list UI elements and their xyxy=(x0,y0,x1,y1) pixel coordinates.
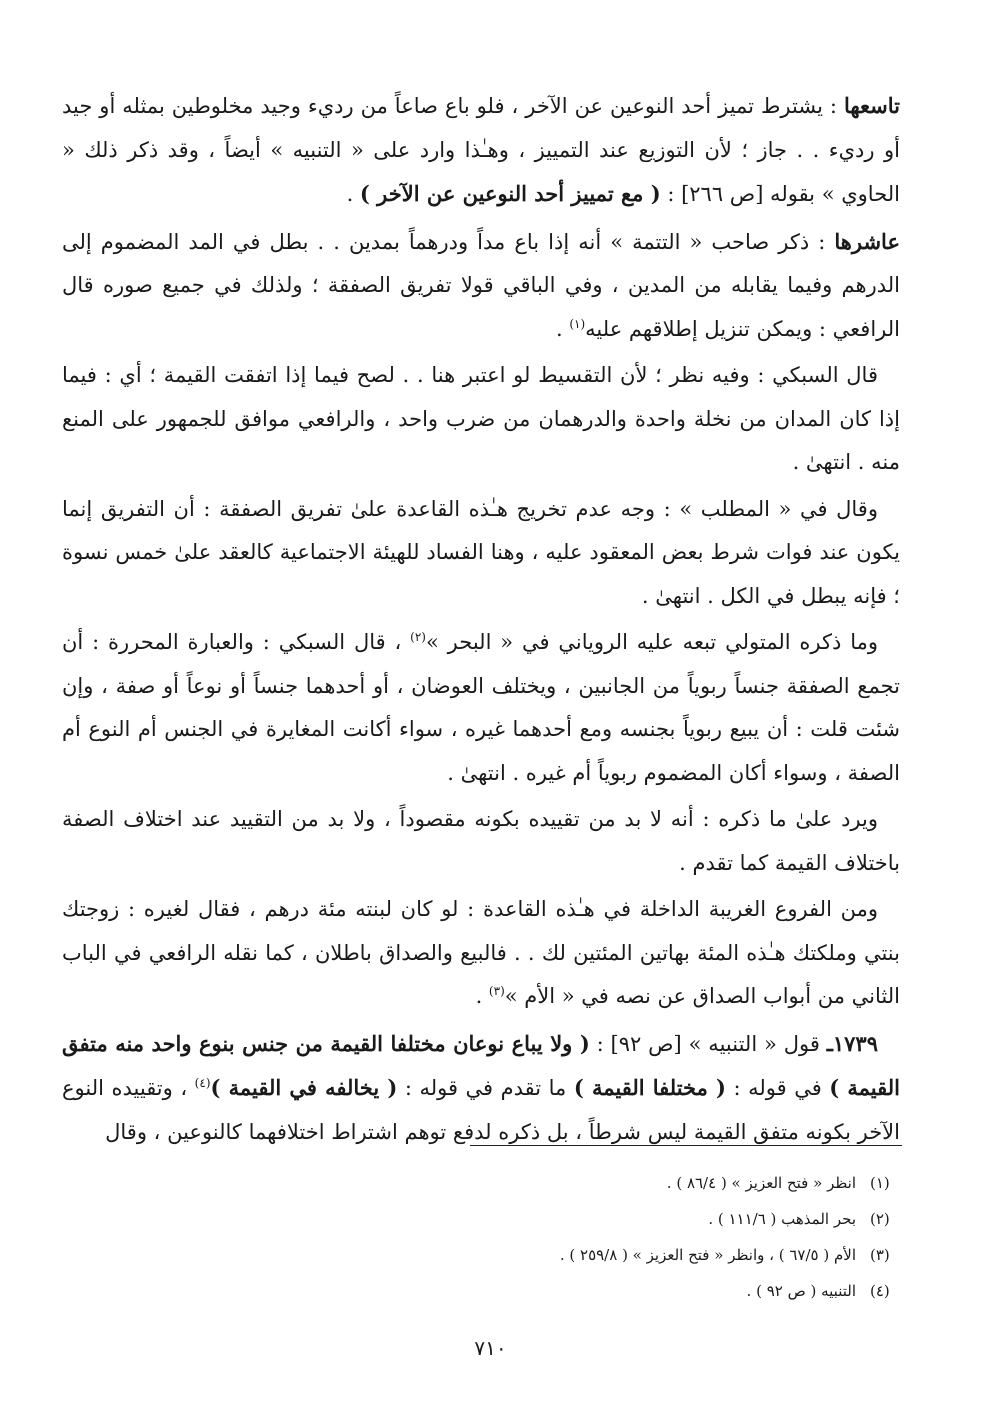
paragraph-end: . xyxy=(475,984,489,1008)
footnote-ref: (٤) xyxy=(194,1076,211,1090)
paragraph-text: قول « التنبيه » [ص ٩٢] : xyxy=(589,1031,827,1056)
paragraph-text: ويرد علىٰ ما ذكره : أنه لا بد من تقييده بكونه مقصوداً ، ولا بد من التقييد عند اختلاف الصفة باختلاف القيمة كما تقدم . xyxy=(62,807,900,875)
paragraph-lead: عاشرها xyxy=(834,228,900,254)
footnote-item xyxy=(80,1165,900,1201)
footnote-ref: (١) xyxy=(569,316,586,331)
footnote-number: (٣) xyxy=(870,1246,890,1264)
paragraph-mid: ما تقدم في قوله : xyxy=(397,1076,574,1100)
footnote-number: (٤) xyxy=(870,1282,890,1300)
paragraph-text: ومن الفروع الغريبة الداخلة في هـٰذه القاعدة : لو كان لبنته مئة درهم ، فقال لغيره : زوجتك بنتي وملكتك هـٰذه المئة بهاتين المئتين لك . . فالبيع والصداق باطلان ، كما نقله الرافعي في الباب الثاني من أبواب الصداق عن نصه في « الأم » xyxy=(62,897,900,1008)
footnote-item xyxy=(80,1201,900,1237)
paragraph-3 xyxy=(62,354,900,485)
paragraph-end: ، وتقييده النوع الآخر بكونه متفق القيمة ليس شرطاً ، بل ذكره لدفع توهم اشتراط اختلافهما كالنوعين ، وقال xyxy=(62,1076,900,1144)
paragraph-6 xyxy=(62,798,900,885)
paragraph-4 xyxy=(62,488,900,619)
footnote-number: (٢) xyxy=(870,1210,890,1228)
footnote-text: بحر المذهب ( ١١١/٦ ) . xyxy=(708,1210,856,1228)
footnote-divider xyxy=(470,1145,902,1146)
paragraph-text: وقال في « المطلب » : وجه عدم تخريج هـٰذه القاعدة علىٰ تفريق الصفقة : أن التفريق إنما يكون عند فوات شرط بعض المعقود عليه ، وهنا الفساد للهيئة الاجتماعية كالعقد علىٰ خمس نسوة ؛ فإنه يبطل في الكل . انتهىٰ . xyxy=(62,496,900,608)
paragraph-text: وما ذكره المتولي تبعه عليه الروياني في « البحر » xyxy=(425,630,878,654)
paragraph-text: : ذكر صاحب « التتمة » أنه إذا باع مداً ودرهماً بمدين . . بطل في المد المضموم إلى الدرهم وفيما يقابله من المدين ، وفي الباقي قولا تفريق الصفقة ؛ ولذلك في جميع صوره قال الرافعي : ويمكن تنزيل إطلاقهم عليه xyxy=(62,229,900,341)
paragraph-1 xyxy=(62,84,900,217)
paragraph-end: . xyxy=(346,182,360,206)
paragraph-text: : يشترط تميز أحد النوعين عن الآخر ، فلو باع صاعاً من رديء وجيد مخلوطين بمثله أو جيد أو رديء . . جاز ؛ لأن التوزيع عند التمييز ، وهـٰذا وارد على « التنبيه » أيضاً ، وقد ذكر ذلك « الحاوي » بقوله [ص ٢٦٦] : xyxy=(62,94,900,206)
quoted-text: ( مختلفا القيمة ) xyxy=(573,1075,726,1100)
page-number: ٧١٠ xyxy=(474,1336,507,1360)
footnote-item xyxy=(80,1273,900,1309)
quoted-text: ( يخالفه في القيمة ) xyxy=(210,1075,398,1100)
paragraph-end: ، قال السبكي : والعبارة المحررة : أن تجمع الصفقة جنساً ربوياً من الجانبين ، ويختلف العوضان ، أو أحدهما جنساً أو نوعاً أو صفة ، وإن شئت قلت : أن يبيع ربوياً بجنسه ومع أحدهما غيره ، سواء أكانت المغايرة في الجنس أم النوع أم الصفة ، وسواء أكان المضموم ربوياً أم غيره . انتهىٰ . xyxy=(62,630,900,785)
paragraph-7 xyxy=(62,888,900,1019)
main-text xyxy=(62,84,900,1157)
paragraph-text: قال السبكي : وفيه نظر ؛ لأن التقسيط لو اعتبر هنا . . لصح فيما إذا اتفقت القيمة ؛ أي : فيما إذا كان المدان من نخلة واحدة والدرهمان من ضرب واحد ، والرافعي موافق للجمهور على المنع منه . انتهىٰ . xyxy=(62,363,900,474)
footnote-ref: (٣) xyxy=(488,984,505,998)
paragraph-2 xyxy=(62,220,900,352)
paragraph-mid: في قوله : xyxy=(725,1076,830,1100)
footnote-text: انظر « فتح العزيز » ( ٨٦/٤ ) . xyxy=(666,1174,856,1192)
footnote-text: التنبيه ( ص ٩٢ ) . xyxy=(746,1282,856,1300)
footnote-ref: (٢) xyxy=(410,630,426,644)
paragraph-lead: تاسعها xyxy=(843,93,900,118)
footnote-number: (١) xyxy=(870,1174,890,1192)
quoted-text: ( ولا يباع نوعان مختلفا القيمة من جنس بنوع واحد منه متفق القيمة ) xyxy=(62,1030,900,1100)
paragraph-end: . xyxy=(555,316,570,341)
footnote-item xyxy=(80,1237,900,1273)
footnote-text: الأم ( ٦٧/٥ ) ، وانظر « فتح العزيز » ( ٢٥٩/٨ ) . xyxy=(559,1246,856,1264)
footnotes xyxy=(80,1165,900,1309)
paragraph-8 xyxy=(62,1022,900,1155)
paragraph-lead: ١٧٣٩ـ xyxy=(826,1030,878,1056)
paragraph-5 xyxy=(62,621,900,795)
quoted-text: ( مع تمييز أحد النوعين عن الآخر ) xyxy=(359,181,661,206)
